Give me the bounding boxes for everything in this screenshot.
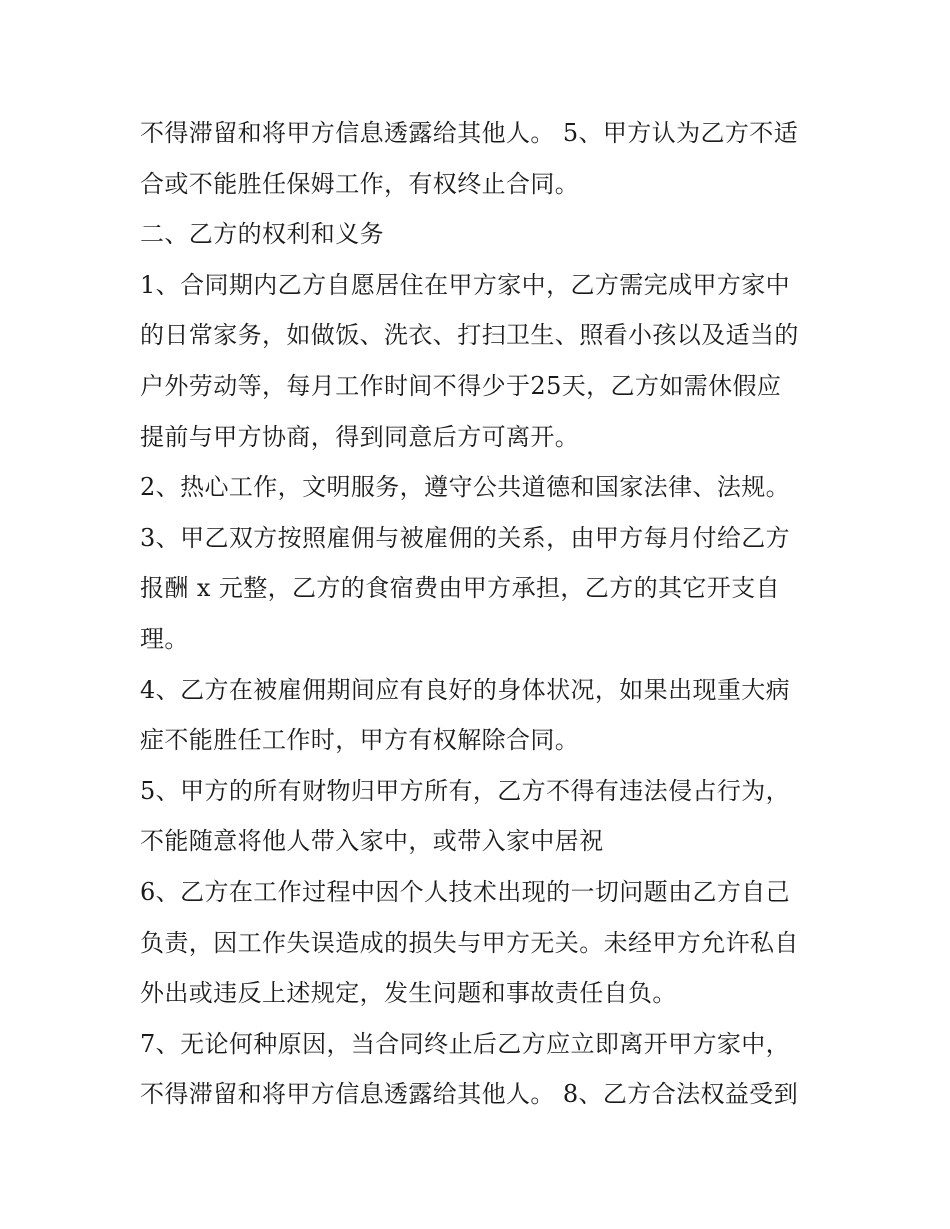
text-line: 理。 [140,624,189,653]
text-line: 7、无论何种原因，当合同终止后乙方应立即离开甲方家中， [140,1029,791,1058]
text-line: 的日常家务，如做饭、洗衣、打扫卫生、照看小孩以及适当的 [140,321,799,350]
text-line: 症不能胜任工作时，甲方有权解除合同。 [140,726,580,755]
text-line: 合或不能胜任保姆工作，有权终止合同。 [140,169,580,198]
text-line: 负责，因工作失误造成的损失与甲方无关。未经甲方允许私自 [140,928,799,957]
text-line: 不能随意将他人带入家中，或带入家中居祝 [140,827,604,856]
text-line: 6、乙方在工作过程中因个人技术出现的一切问题由乙方自己 [140,877,791,906]
text-line: 外出或违反上述规定，发生问题和事故责任自负。 [140,979,677,1008]
text-line: 户外劳动等，每月工作时间不得少于25天，乙方如需休假应 [140,371,782,400]
text-line: 4、乙方在被雇佣期间应有良好的身体状况，如果出现重大病 [140,675,791,704]
text-line: 提前与甲方协商，得到同意后方可离开。 [140,422,580,451]
text-line: 2、热心工作，文明服务，遵守公共道德和国家法律、法规。 [140,473,791,502]
section-heading: 二、乙方的权利和义务 [140,220,384,249]
contract-text [140,108,820,1120]
text-line: 3、甲乙双方按照雇佣与被雇佣的关系，由甲方每月付给乙方 [140,523,791,552]
text-line: 5、甲方的所有财物归甲方所有，乙方不得有违法侵占行为， [140,776,791,805]
text-line: 不得滞留和将甲方信息透露给其他人。 5、甲方认为乙方不适 [140,119,799,147]
text-line: 不得滞留和将甲方信息透露给其他人。 8、乙方合法权益受到 [140,1080,799,1109]
text-line: 报酬 x 元整，乙方的食宿费由甲方承担，乙方的其它开支自 [140,574,780,603]
text-line: 1、合同期内乙方自愿居住在甲方家中，乙方需完成甲方家中 [140,270,791,299]
